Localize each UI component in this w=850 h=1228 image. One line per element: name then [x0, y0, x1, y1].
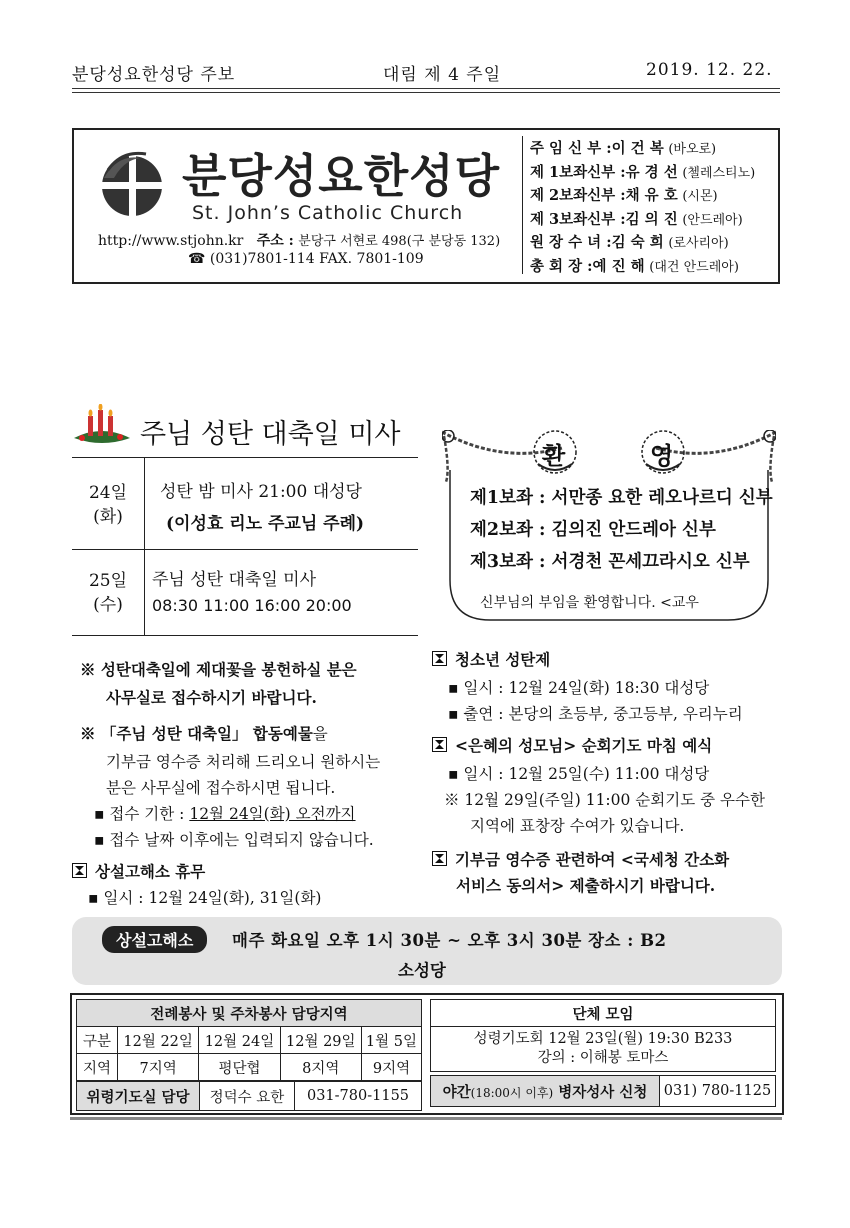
table-rule: [72, 635, 418, 636]
mass-day: 25일 (수): [88, 571, 128, 615]
welcome-frame: [442, 430, 776, 626]
address-text: 분당구 서현로 498(구 분당동 132): [298, 234, 501, 249]
table-rule: [144, 457, 145, 635]
clergy-row: 총 회 장 :예 진 해 (대건 안드레아): [530, 257, 739, 275]
christmas-mass-title: 주님 성탄 대축일 미사: [140, 419, 401, 450]
notice-confession-dates: ▪ 일시 : 12월 24일(화), 31일(화): [88, 889, 322, 907]
notice-confession-closed: 상설고해소 휴무: [72, 860, 205, 882]
bottom-tables: [70, 993, 784, 1115]
duty-cell: 지역: [77, 1054, 118, 1081]
mass-line: 08:30 11:00 16:00 20:00: [152, 596, 352, 615]
box-bullet-icon: [432, 851, 447, 866]
masthead-divider: [522, 136, 523, 274]
header-divider: [72, 88, 780, 93]
table-rule: [72, 457, 418, 458]
notice-prayer-award: ※ 12월 29일(주일) 11:00 순회기도 중 우수한: [444, 791, 765, 809]
notice-youth-festival-time: ▪ 일시 : 12월 24일(화) 18:30 대성당: [448, 679, 710, 697]
duty-cell: 8지역: [280, 1054, 361, 1081]
duty-table-title: 전례봉사 및 주차봉사 담당지역: [77, 1000, 422, 1027]
group-table-title: 단체 모임: [431, 1000, 776, 1027]
prayer-room-phone: 031-780-1155: [295, 1082, 422, 1111]
box-bullet-icon: [72, 863, 87, 878]
box-bullet-icon: [432, 651, 447, 666]
group-meeting-table: [430, 999, 776, 1072]
mass-day: 24일 (화): [88, 483, 128, 527]
notice-joint-offering-cont: 분은 사무실에 접수하시면 됩니다.: [106, 779, 336, 797]
mass-line: 주님 성탄 대축일 미사: [152, 570, 317, 590]
notice-joint-offering: ※ 「주님 성탄 대축일」 합동예물을: [80, 724, 328, 743]
prayer-room-name: 정덕수 요한: [200, 1082, 295, 1111]
duty-cell: 7지역: [118, 1054, 199, 1081]
night-sacrament-phone: 031) 780-1125: [660, 1076, 776, 1107]
duty-cell: 평단협: [199, 1054, 280, 1081]
bulletin-date: 2019. 12. 22.: [646, 60, 773, 80]
confession-label: 상설고해소: [102, 926, 207, 953]
table-rule: [72, 549, 418, 550]
confession-banner: [72, 917, 782, 985]
notice-joint-offering-cont: 기부금 영수증 처리해 드리오니 원하시는: [106, 753, 381, 771]
clergy-row: 주 임 신 부 :이 건 복 (바오로): [530, 140, 717, 157]
church-phone: ☎ (031)7801-114 FAX. 7801-109: [188, 251, 424, 267]
notice-tax-consent-cont: 서비스 동의서> 제출하시기 바랍니다.: [456, 876, 716, 895]
night-sacrament-table: [430, 1075, 776, 1107]
box-bullet-icon: [432, 737, 447, 752]
church-name-english: St. John’s Catholic Church: [192, 202, 464, 224]
notice-youth-festival: 청소년 성탄제: [432, 648, 550, 670]
confession-schedule: 매주 화요일 오후 1시 30분 ~ 오후 3시 30분 장소 : B2: [232, 931, 667, 950]
notice-altar-flowers-cont: 사무실로 접수하시기 바랍니다.: [106, 688, 317, 707]
duty-table: [76, 999, 422, 1081]
church-name-korean: 분당성요한성당: [182, 149, 501, 203]
prayer-room-table: [76, 1081, 422, 1111]
bulletin-title: 분당성요한성당 주보: [72, 65, 236, 85]
notice-prayer-award-cont: 지역에 표창장 수여가 있습니다.: [470, 817, 685, 835]
christmas-mass-table: [72, 457, 418, 637]
duty-cell: 구분: [77, 1027, 118, 1054]
mass-line: 성탄 밤 미사 21:00 대성당: [160, 482, 362, 502]
notice-deadline-note: ▪ 접수 날짜 이후에는 입력되지 않습니다.: [94, 831, 374, 849]
church-logo-icon: [96, 148, 168, 220]
welcome-note: 신부님의 부임을 환영합니다. <교우: [480, 595, 699, 611]
clergy-row: 제 3보좌신부 :김 의 진 (안드레아): [530, 210, 743, 228]
notice-deadline: ▪ 접수 기한 : 12월 24일(화) 오전까지: [94, 805, 356, 823]
welcome-word-2: 영: [650, 441, 674, 470]
address-label: 주소 :: [256, 233, 294, 249]
liturgical-week: 대림 제 4 주일: [383, 65, 502, 85]
welcome-line: 제2보좌 : 김의진 안드레아 신부: [470, 520, 716, 540]
confession-place: 소성당: [398, 961, 446, 980]
clergy-list: [530, 138, 755, 280]
notice-prayer-closing: <은혜의 성모님> 순회기도 마침 예식: [432, 734, 712, 756]
welcome-line: 제1보좌 : 서만종 요한 레오나르디 신부: [470, 488, 773, 508]
notice-tax-consent: 기부금 영수증 관련하여 <국세청 간소화: [432, 848, 729, 870]
church-url[interactable]: [98, 230, 500, 250]
duty-cell: 12월 24일: [199, 1027, 280, 1054]
footer-rule: [70, 1117, 782, 1120]
group-table-body: 성령기도회 12월 23일(월) 19:30 B233 강의 : 이해봉 토마스: [431, 1027, 776, 1072]
duty-cell: 12월 29일: [280, 1027, 361, 1054]
welcome-word-1: 환: [542, 441, 566, 470]
candle-wreath-icon: [72, 404, 132, 446]
night-sacrament-label: 야간(18:00시 이후) 병자성사 신청: [431, 1076, 660, 1107]
duty-cell: 9지역: [361, 1054, 421, 1081]
clergy-row: 원 장 수 녀 :김 숙 희 (로사리아): [530, 234, 729, 252]
notice-prayer-time: ▪ 일시 : 12월 25일(수) 11:00 대성당: [448, 765, 710, 783]
masthead: [72, 128, 780, 284]
notice-youth-festival-cast: ▪ 출연 : 본당의 초등부, 중고등부, 우리누리: [448, 705, 743, 723]
notice-altar-flowers: ※ 성탄대축일에 제대꽃을 봉헌하실 분은: [80, 660, 357, 679]
welcome-line: 제3보좌 : 서경천 꼰세끄라시오 신부: [470, 552, 750, 572]
duty-cell: 12월 22일: [118, 1027, 199, 1054]
url-text[interactable]: http://www.stjohn.kr: [98, 233, 244, 249]
duty-cell: 1월 5일: [361, 1027, 421, 1054]
prayer-room-label: 위령기도실 담당: [77, 1082, 200, 1111]
clergy-row: 제 1보좌신부 :유 경 선 (첼레스티노): [530, 163, 756, 181]
mass-line: (이성효 리노 주교님 주례): [166, 514, 365, 534]
clergy-row: 제 2보좌신부 :채 유 호 (시몬): [530, 187, 718, 205]
